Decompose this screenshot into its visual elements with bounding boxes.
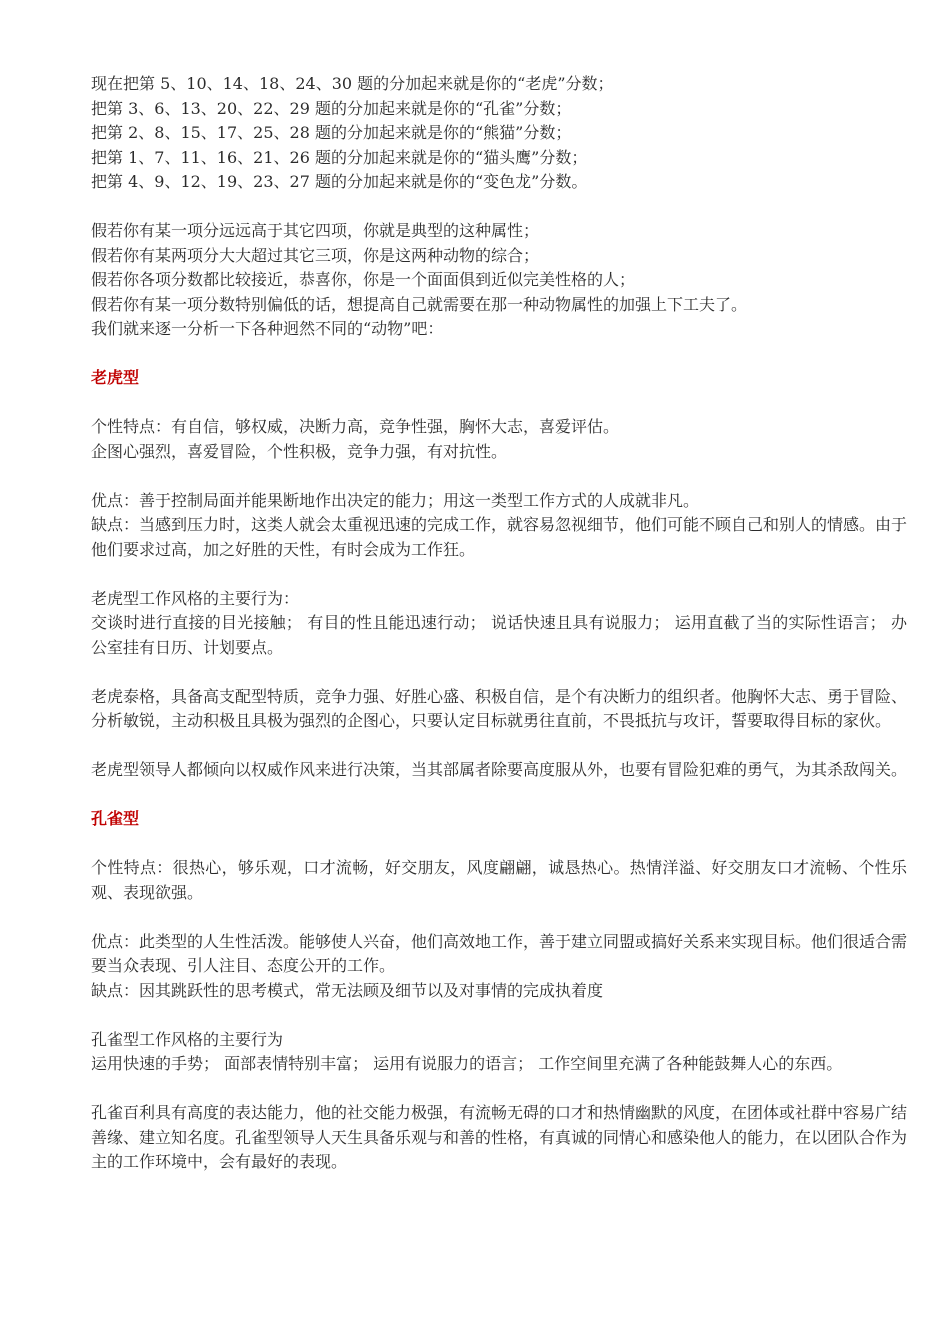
peacock-style-title: 孔雀型工作风格的主要行为	[91, 1029, 284, 1049]
tiger-style-title: 老虎型工作风格的主要行为：	[91, 588, 300, 608]
scoring-line-tiger: 现在把第 5、10、14、18、24、30 题的分加起来就是你的“老虎”分数；	[91, 74, 614, 93]
peacock-description: 孔雀百利具有高度的表达能力，他的社交能力极强，有流畅无碍的口才和热情幽默的风度，在团体或社群中容易广结善缘、建立知名度。孔雀型领导人天生具备乐观与和善的性格，有真诚的同情心和感染他人的能力，在以团队合作为主的工作环境中，会有最好的表现。	[91, 1103, 908, 1171]
peacock-style-body: 运用快速的手势； 面部表情特别丰富； 运用有说服力的语言； 工作空间里充满了各种能鼓舞人心的东西。	[91, 1054, 843, 1073]
interpretation-line: 假若你有某两项分大大超过其它三项，你是这两种动物的综合；	[91, 245, 540, 265]
tiger-style-body: 交谈时进行直接的目光接触； 有目的性且能迅速行动； 说话快速且具有说服力； 运用直截了当的实际性语言； 办公室挂有日历、计划要点。	[91, 613, 907, 657]
spacer	[91, 1003, 907, 1028]
tiger-pros: 优点：善于控制局面并能果断地作出决定的能力；用这一类型工作方式的人成就非凡。	[91, 490, 700, 510]
spacer	[91, 783, 907, 808]
interpretation-line: 我们就来逐一分析一下各种迥然不同的“动物”吧：	[91, 319, 444, 338]
tiger-cons: 缺点：当感到压力时，这类人就会太重视迅速的完成工作，就容易忽视细节，他们可能不顾自己和别人的情感。由于他们要求过高，加之好胜的天性，有时会成为工作狂。	[91, 515, 908, 559]
tiger-traits-line: 企图心强烈，喜爱冒险，个性积极，竞争力强，有对抗性。	[91, 441, 508, 461]
spacer	[91, 660, 907, 685]
scoring-line-chameleon: 把第 4、9、12、19、23、27 题的分加起来就是你的“变色龙”分数。	[91, 172, 588, 191]
spacer	[91, 391, 907, 416]
spacer	[91, 1077, 907, 1102]
tiger-description: 老虎泰格，具备高支配型特质，竞争力强、好胜心盛、积极自信，是个有决断力的组织者。他胸怀大志、勇于冒险、分析敏锐，主动积极且具极为强烈的企图心，只要认定目标就勇往直前，不畏抵抗与攻讦，誓要取得目标的家伙。	[91, 686, 908, 730]
scoring-line-panda: 把第 2、8、15、17、25、28 题的分加起来就是你的“熊猫”分数；	[91, 123, 572, 142]
spacer	[91, 562, 907, 587]
interpretation-section	[91, 219, 907, 342]
spacer	[91, 195, 907, 220]
spacer	[91, 342, 907, 367]
spacer	[91, 905, 907, 930]
document-page	[91, 72, 907, 1175]
scoring-line-peacock: 把第 3、6、13、20、22、29 题的分加起来就是你的“孔雀”分数；	[91, 98, 572, 118]
scoring-section	[91, 72, 907, 195]
peacock-heading: 孔雀型	[91, 809, 140, 828]
spacer	[91, 734, 907, 759]
peacock-cons: 缺点：因其跳跃性的思考模式，常无法顾及细节以及对事情的完成执着度	[91, 980, 604, 1000]
scoring-line-owl: 把第 1、7、11、16、21、26 题的分加起来就是你的“猫头鹰”分数；	[91, 147, 588, 167]
spacer	[91, 464, 907, 489]
spacer	[91, 832, 907, 857]
interpretation-line: 假若你有某一项分数特别偏低的话，想提高自己就需要在那一种动物属性的加强上下工夫了。	[91, 294, 748, 314]
interpretation-line: 假若你有某一项分远远高于其它四项，你就是典型的这种属性；	[91, 221, 540, 240]
peacock-pros: 优点：此类型的人生性活泼。能够使人兴奋，他们高效地工作，善于建立同盟或搞好关系来实现目标。他们很适合需要当众表现、引人注目、态度公开的工作。	[91, 931, 908, 975]
tiger-heading: 老虎型	[91, 368, 140, 387]
peacock-traits: 个性特点：很热心，够乐观，口才流畅，好交朋友，风度翩翩，诚恳热心。热情洋溢、好交朋友口才流畅、个性乐观、表现欲强。	[91, 858, 907, 902]
interpretation-line: 假若你各项分数都比较接近，恭喜你，你是一个面面俱到近似完美性格的人；	[91, 270, 636, 289]
tiger-leader: 老虎型领导人都倾向以权威作风来进行决策，当其部属者除要高度服从外，也要有冒险犯难的勇气，为其杀敌闯关。	[91, 760, 908, 779]
tiger-traits-line: 个性特点：有自信，够权威，决断力高，竞争性强，胸怀大志，喜爱评估。	[91, 417, 620, 436]
